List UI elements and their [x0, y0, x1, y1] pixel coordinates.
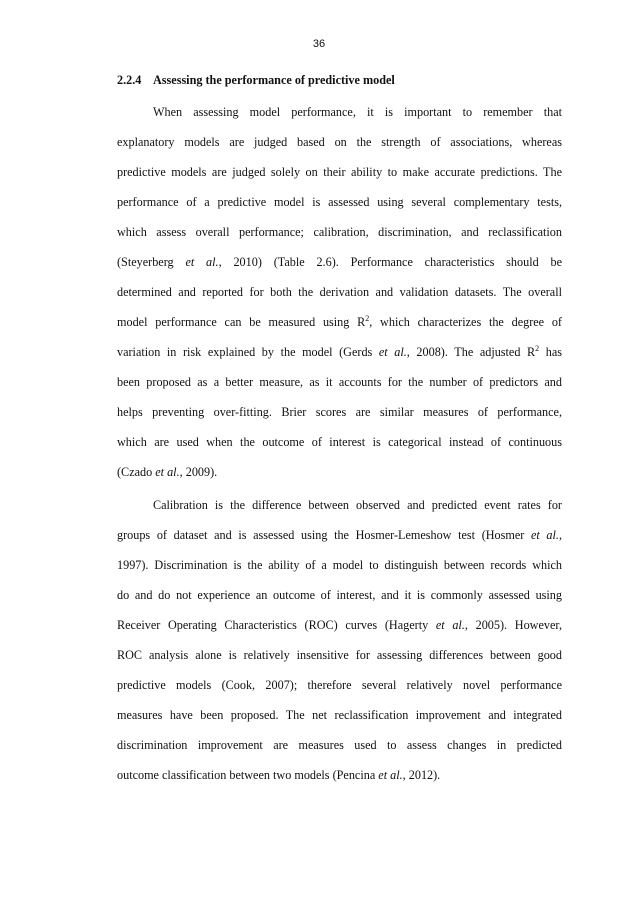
paragraph-overall-performance: [117, 104, 562, 494]
text-line: measures have been proposed. The net reclassification improvement and integrated: [117, 708, 562, 722]
text-line: discrimination improvement are measures used to assess changes in predicted: [117, 738, 562, 752]
section-number: 2.2.4: [117, 73, 142, 87]
text-line: model performance can be measured using $R^2$, which characterizes the degree of: [117, 314, 562, 329]
section-heading: [117, 73, 562, 88]
text-line: variation in risk explained by the model (Gerds et al., 2008). The adjusted $R^2$ has: [117, 344, 562, 359]
paragraph-calibration-discrimination: [117, 497, 562, 797]
text-line: 1997). Discrimination is the ability of a model to distinguish between records which: [117, 558, 562, 572]
text-line: helps preventing over-fitting. Brier scores are similar measures of performance,: [117, 405, 562, 419]
text-line: Receiver Operating Characteristics (ROC) curves (Hagerty et al., 2005). However,: [117, 618, 562, 632]
text-line: determined and reported for both the derivation and validation datasets. The overall: [117, 285, 562, 299]
text-line: Calibration is the difference between observed and predicted event rates for: [153, 498, 562, 512]
text-line: which are used when the outcome of interest is categorical instead of continuous: [117, 435, 562, 449]
text-line: When assessing model performance, it is important to remember that: [153, 105, 562, 119]
text-line: (Czado et al., 2009).: [117, 465, 218, 479]
text-line: outcome classification between two models (Pencina et al., 2012).: [117, 768, 441, 782]
text-line: predictive models (Cook, 2007); therefore several relatively novel performance: [117, 678, 562, 692]
text-line: ROC analysis alone is relatively insensitive for assessing differences between good: [117, 648, 562, 662]
text-line: explanatory models are judged based on the strength of associations, whereas: [117, 135, 562, 149]
text-line: predictive models are judged solely on their ability to make accurate predictions. The: [117, 165, 562, 179]
page-number: 36: [312, 38, 326, 50]
text-line: performance of a predictive model is assessed using several complementary tests,: [117, 195, 562, 209]
text-line: (Steyerberg et al., 2010) (Table 2.6). Performance characteristics should be: [117, 255, 562, 269]
text-line: groups of dataset and is assessed using the Hosmer-Lemeshow test (Hosmer et al.,: [117, 528, 562, 542]
section-title: Assessing the performance of predictive model: [153, 73, 395, 87]
text-line: do and do not experience an outcome of interest, and it is commonly assessed using: [117, 588, 562, 602]
text-line: which assess overall performance; calibration, discrimination, and reclassification: [117, 225, 562, 239]
text-line: been proposed as a better measure, as it accounts for the number of predictors and: [117, 375, 562, 389]
